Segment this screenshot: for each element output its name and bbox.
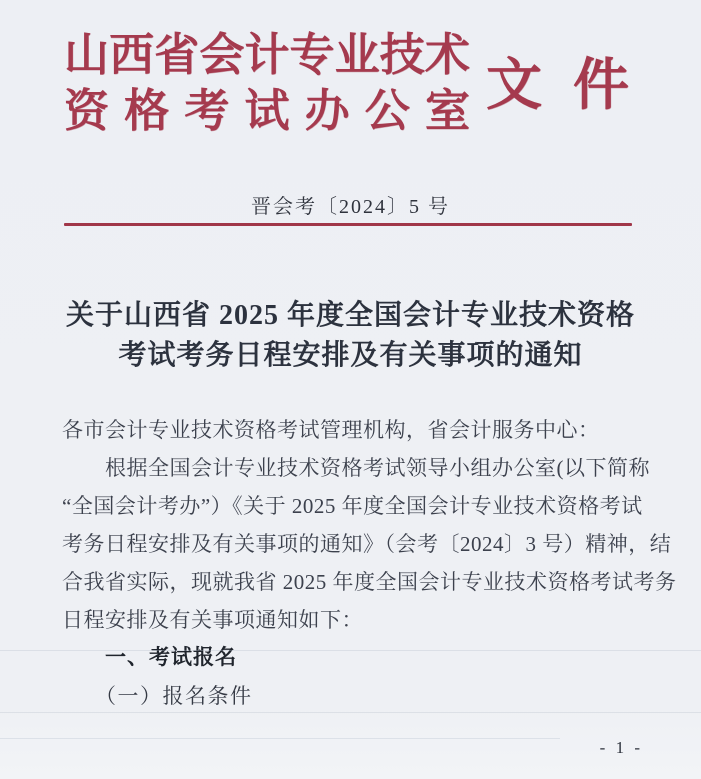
body-line: “全国会计考办”）《关于 2025 年度全国会计专业技术资格考试: [62, 494, 643, 518]
doc-body: [62, 411, 677, 715]
doc-number: 晋会考〔2024〕5 号: [251, 196, 450, 218]
body-line: 合我省实际，现就我省 2025 年度全国会计专业技术资格考试考务: [62, 570, 677, 594]
body-line: 根据全国会计专业技术资格考试领导小组办公室(以下简称: [105, 456, 650, 480]
letterhead-doc-type-label: 文 件: [486, 55, 629, 117]
red-separator-line: [64, 223, 632, 226]
page-number: - 1 -: [599, 738, 643, 757]
doc-title: [0, 296, 701, 376]
section-heading: 一、考试报名: [105, 646, 237, 669]
letterhead-org-name-line-2: 资 格 考 试 办 公 室: [64, 86, 470, 136]
doc-title-line-1: 关于山西省 2025 年度全国会计专业技术资格: [65, 300, 635, 331]
letterhead-org-name-line-1: 山 西 省 会 计 专 业 技 术: [64, 30, 470, 80]
body-line: 考务日程安排及有关事项的通知》（会考〔2024〕3 号）精神，结: [62, 532, 672, 556]
subsection-heading: （一）报名条件: [95, 684, 253, 708]
body-line: 日程安排及有关事项通知如下：: [62, 608, 363, 632]
scan-artifact-line: [0, 738, 560, 739]
body-salutation-line: 各市会计专业技术资格考试管理机构，省会计服务中心：: [62, 418, 600, 442]
doc-title-line-2: 考试考务日程安排及有关事项的通知: [118, 340, 583, 371]
